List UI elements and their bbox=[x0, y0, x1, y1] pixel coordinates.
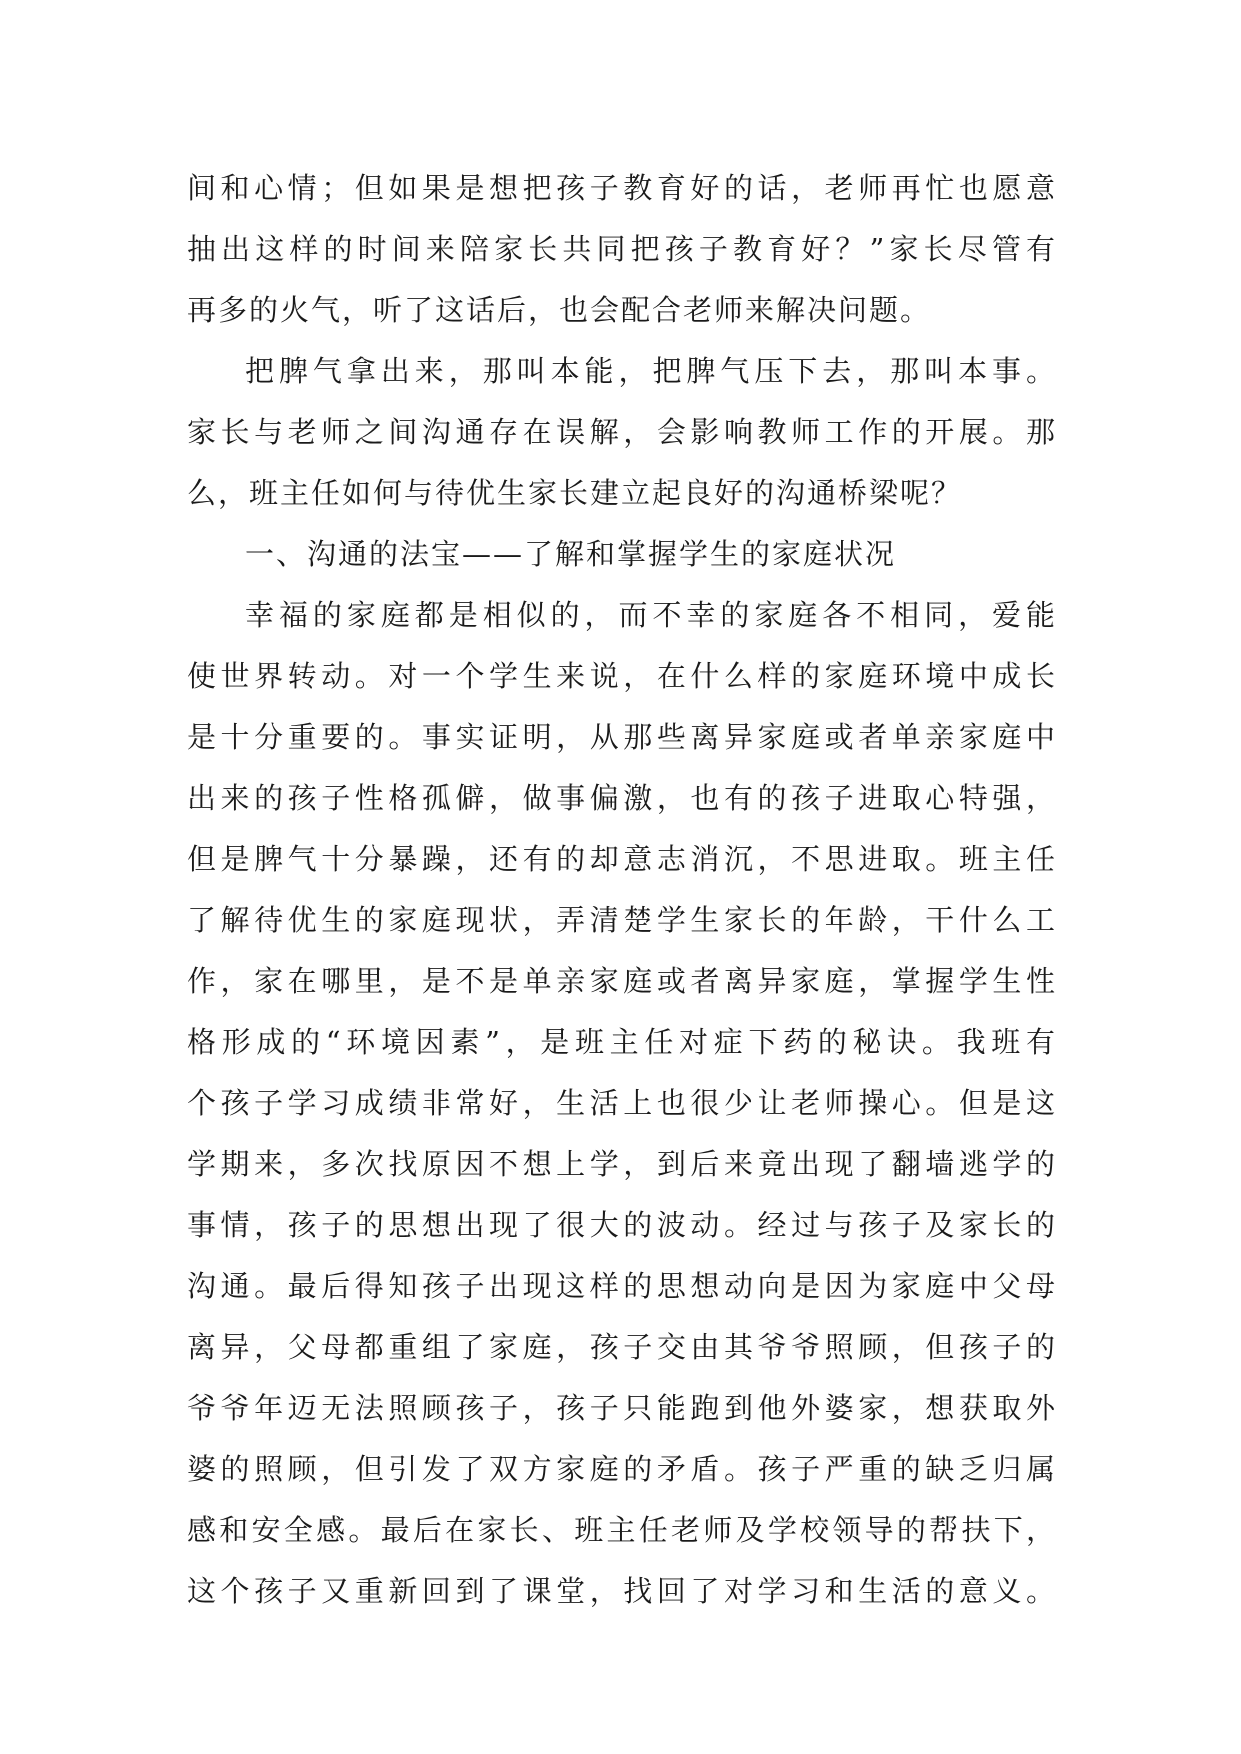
text-line: 是十分重要的。事实证明，从那些离异家庭或者单亲家庭中 bbox=[187, 720, 1057, 754]
document-body bbox=[187, 158, 1057, 1622]
text-line: 了解待优生的家庭现状，弄清楚学生家长的年龄，干什么工 bbox=[187, 903, 1057, 937]
text-line: 么，班主任如何与待优生家长建立起良好的沟通桥梁呢？ bbox=[187, 476, 963, 510]
text-line: 使世界转动。对一个学生来说，在什么样的家庭环境中成长 bbox=[187, 659, 1057, 693]
text-line: 离异，父母都重组了家庭，孩子交由其爷爷照顾，但孩子的 bbox=[187, 1330, 1057, 1364]
text-line: 爷爷年迈无法照顾孩子，孩子只能跑到他外婆家，想获取外 bbox=[187, 1391, 1057, 1425]
text-line: 作，家在哪里，是不是单亲家庭或者离异家庭，掌握学生性 bbox=[187, 964, 1057, 998]
text-line: 婆的照顾，但引发了双方家庭的矛盾。孩子严重的缺乏归属 bbox=[187, 1452, 1057, 1486]
text-line: 抽出这样的时间来陪家长共同把孩子教育好？”家长尽管有 bbox=[187, 232, 1057, 266]
text-line: 再多的火气，听了这话后，也会配合老师来解决问题。 bbox=[187, 293, 932, 327]
text-line: 出来的孩子性格孤僻，做事偏激，也有的孩子进取心特强， bbox=[187, 781, 1057, 815]
text-line: 这个孩子又重新回到了课堂，找回了对学习和生活的意义。 bbox=[187, 1574, 1057, 1608]
text-line: 家长与老师之间沟通存在误解，会影响教师工作的开展。那 bbox=[187, 415, 1057, 449]
text-line: 学期来，多次找原因不想上学，到后来竟出现了翻墙逃学的 bbox=[187, 1147, 1057, 1181]
text-line: 把脾气拿出来，那叫本能，把脾气压下去，那叫本事。 bbox=[245, 354, 1057, 388]
text-line: 格形成的“环境因素”，是班主任对症下药的秘诀。我班有 bbox=[187, 1025, 1057, 1059]
text-line: 感和安全感。最后在家长、班主任老师及学校领导的帮扶下， bbox=[187, 1513, 1057, 1547]
text-line: 事情，孩子的思想出现了很大的波动。经过与孩子及家长的 bbox=[187, 1208, 1057, 1242]
text-line: 间和心情；但如果是想把孩子教育好的话，老师再忙也愿意 bbox=[187, 171, 1057, 205]
text-line: 个孩子学习成绩非常好，生活上也很少让老师操心。但是这 bbox=[187, 1086, 1057, 1120]
text-line: 沟通。最后得知孩子出现这样的思想动向是因为家庭中父母 bbox=[187, 1269, 1057, 1303]
text-line: 幸福的家庭都是相似的，而不幸的家庭各不相同，爱能 bbox=[245, 598, 1057, 632]
text-line: 但是脾气十分暴躁，还有的却意志消沉，不思进取。班主任 bbox=[187, 842, 1057, 876]
section-heading: 一、沟通的法宝——了解和掌握学生的家庭状况 bbox=[245, 537, 897, 571]
